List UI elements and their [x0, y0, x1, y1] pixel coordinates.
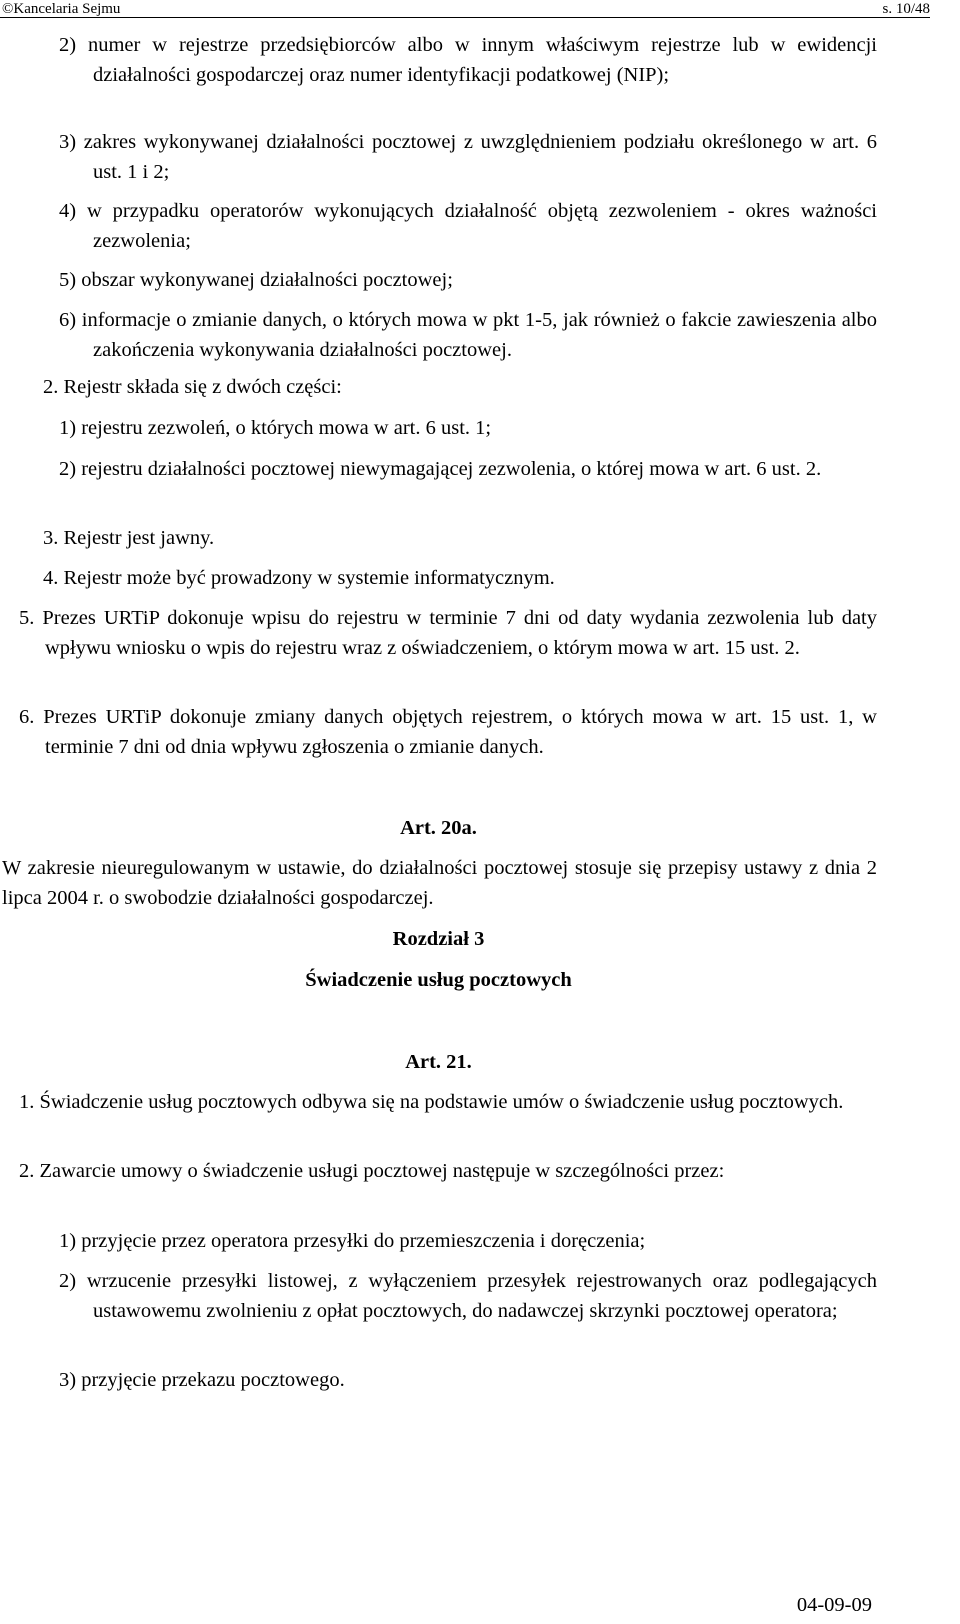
art21-paragraph-1: 1. Świadczenie usług pocztowych odbywa się na podstawie umów o świadczenie usług pocztowych.	[19, 1091, 844, 1113]
art20a-text: W zakresie nieuregulowanym w ustawie, do działalności pocztowej stosuje się przepisy ustawy z dnia 2 lipca 2004 r. o swobodzie działalności gospodarczej.	[2, 857, 877, 909]
art20-paragraph-4: 4. Rejestr może być prowadzony w systemie informatycznym.	[43, 567, 555, 589]
art21-heading: Art. 21.	[405, 1051, 472, 1073]
list-item-4	[59, 196, 877, 256]
art20-paragraph-3: 3. Rejestr jest jawny.	[43, 527, 215, 549]
list-text: w przypadku operatorów wykonujących działalność objętą zezwoleniem - okres ważności zezwolenia;	[86, 200, 877, 252]
list-number: 6)	[59, 309, 77, 331]
header-page-number: s. 10/48	[882, 1, 930, 17]
list-text: obszar wykonywanej działalności pocztowej;	[81, 269, 453, 291]
chapter-number: Rozdział 3	[392, 928, 485, 950]
art20-paragraph-2: 2. Rejestr składa się z dwóch części:	[43, 376, 342, 398]
list-item-6	[59, 305, 877, 365]
header-source: ©Kancelaria Sejmu	[2, 1, 121, 17]
list-item-2	[59, 30, 877, 90]
list-number: 4)	[59, 200, 77, 222]
list-number: 3)	[59, 131, 77, 153]
art20-p2-item-2: 2) rejestru działalności pocztowej niewymagającej zezwolenia, o której mowa w art. 6 ust. 2.	[59, 458, 822, 480]
art21-p2-item-3: 3) przyjęcie przekazu pocztowego.	[59, 1369, 345, 1391]
chapter-title: Świadczenie usług pocztowych	[305, 969, 572, 991]
list-text: zakres wykonywanej działalności pocztowej z uwzględnieniem podziału określonego w art. 6 ust. 1 i 2;	[83, 131, 878, 183]
list-text: numer w rejestrze przedsiębiorców albo w innym właściwym rejestrze lub w ewidencji działalności gospodarczej oraz numer identyfikacji podatkowej (NIP);	[87, 34, 877, 86]
art21-p2-item-1: 1) przyjęcie przez operatora przesyłki do przemieszczenia i doręczenia;	[59, 1230, 646, 1252]
list-number: 5)	[59, 269, 77, 291]
art20-p2-item-1: 1) rejestru zezwoleń, o których mowa w art. 6 ust. 1;	[59, 417, 492, 439]
list-item-3	[59, 127, 877, 187]
header-divider	[0, 17, 930, 18]
art20-paragraph-6: 6. Prezes URTiP dokonuje zmiany danych objętych rejestrem, o których mowa w art. 15 ust. 1, w terminie 7 dni od dnia wpływu zgłoszenia o zmianie danych.	[19, 706, 877, 758]
list-number: 2)	[59, 34, 77, 56]
art20a-heading: Art. 20a.	[400, 817, 477, 839]
art21-p2-item-2: 2) wrzucenie przesyłki listowej, z wyłączeniem przesyłek rejestrowanych oraz podlegających ustawowemu zwolnieniu z opłat pocztowych, do nadawczej skrzynki pocztowej operatora;	[59, 1270, 877, 1322]
list-text: informacje o zmianie danych, o których mowa w pkt 1-5, jak również o fakcie zawieszenia albo zakończenia wykonywania działalności pocztowej.	[81, 309, 878, 361]
list-item-5	[59, 265, 877, 295]
art21-paragraph-2: 2. Zawarcie umowy o świadczenie usługi pocztowej następuje w szczególności przez:	[19, 1160, 725, 1182]
footer-date: 04-09-09	[796, 1594, 872, 1616]
art20-paragraph-5: 5. Prezes URTiP dokonuje wpisu do rejestru w terminie 7 dni od daty wydania zezwolenia lub daty wpływu wniosku o wpis do rejestru wraz z oświadczeniem, o którym mowa w art. 15 ust. 2.	[19, 607, 877, 659]
